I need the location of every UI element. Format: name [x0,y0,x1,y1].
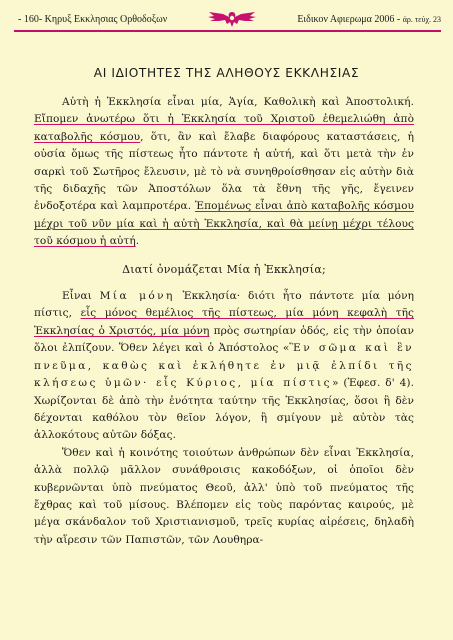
page-number: - 160- [18,13,43,25]
underlined-passage: Ἐπομένως εἶναι ἀπὸ καταβολῆς κόσμου μέχρι τοῦ νῦν μία καὶ ἡ αὐτὴ Ἐκκλησία, καὶ θὰ μείνῃ μέχρι τέλους τοῦ κόσμου ἡ αὐτή [34,200,414,248]
paragraph-1: Αὐτὴ ἡ Ἐκκλησία εἶναι μία, Ἁγία, Καθολικὴ καὶ Ἀποστολική. Εἴπομεν ἀνωτέρω ὅτι ἡ Ἐκκλησία τοῦ Χριστοῦ ἐθεμελιώθη ἀπὸ καταβολῆς κόσμου, ὅτι, ἂν καὶ ἔλαβε διαφόρους καταστάσεις, ἡ οὐσία ὅμως τῆς πίστεως ἦτο πάντοτε ἡ αὐτή, καὶ ὅτι μετὰ τὴν ἐν σαρκὶ τοῦ Σωτῆρος ἔλευσιν, μὲ τὸ νὰ συνηθροίσθησαν εἰς αὐτὴν διὰ τῆς διδαχῆς τῶν Ἀποστόλων ὅλα τὰ ἔθνη τῆς γῆς, ἔγεινεν ἐνδοξοτέρα καὶ λαμπροτέρα. Ἐπομένως εἶναι ἀπὸ καταβολῆς κόσμου μέχρι τοῦ νῦν μία καὶ ἡ αὐτὴ Ἐκκλησία, καὶ θὰ μείνῃ μέχρι τέλους τοῦ κόσμου ἡ αὐτή. [34,96,414,248]
section-title: ΑΙ ΙΔΙΟΤΗΤΕΣ ΤΗΣ ΑΛΗΘΟΥΣ ΕΚΚΛΗΣΙΑΣ [93,66,360,80]
header-rule [14,30,441,32]
article-body [34,94,414,549]
subheading: Διατί ὀνομάζεται Μία ἡ Ἐκκλησία; [122,262,326,276]
spaced-emphasis: Μία μόνη [99,290,175,303]
running-header [18,10,441,28]
edition-label: Ειδικον Αφιερωμα 2006 - [297,13,401,25]
underlined-passage: εἷς μόνος θεμέλιος τῆς πίστεως, μία μόνη κεφαλὴ τῆς Ἐκκλησίας ὁ Χριστός, μία μόνη [34,307,414,337]
issue-label: άρ. τεύχ. 23 [402,14,441,24]
paragraph-3: Ὅθεν καὶ ἡ κοινότης τοιούτων ἀνθρώπων δὲν εἶναι Ἐκκλησία, ἀλλὰ πολλῷ μᾶλλον συνάθροισις κακοδόξων, οἱ ὁποῖοι δὲν κυβερνῶνται ὑπὸ πνεύματος Θεοῦ, ἀλλ' ὑπὸ τοῦ πνεύματος τῆς ἔχθρας καὶ τοῦ μίσους. Βλέπομεν εἰς τοὺς παρόντας καιρούς, μὲ μέγα σκάνδαλον τοῦ Χριστιανισμοῦ, τρεῖς κυρίας αἱρέσεις, δηλαδὴ τὴν αἵρεσιν τῶν Παπιστῶν, τῶν Λουθηρα- [34,446,414,546]
paragraph-2: Εἶναι Μία μόνη Ἐκκλησία· διότι ἦτο πάντοτε μία μόνη πίστις, εἷς μόνος θεμέλιος τῆς πίστεως, μία μόνη κεφαλὴ τῆς Ἐκκλησίας ὁ Χριστός, μία μόνη πρὸς σωτηρίαν ὁδός, εἰς τὴν ὁποίαν ὅλοι ἐλπίζουν. Ὅθεν λέγει καὶ ὁ Ἀπόστολος «Ἓν σῶμα καὶ ἓν πνεῦμα, καθὼς καὶ ἐκλήθητε ἐν μιᾷ ἐλπίδι τῆς κλήσεως ὑμῶν· εἷς Κύριος, μία πίστις» (Ἐφεσ. δ' 4). Χωρίζονται δὲ ἀπὸ τὴν ἑνότητα ταύτην τῆς Ἐκκλησίας, ὅσοι ἢ δὲν δέχονται καθόλου τὸν θεῖον λόγον, ἢ σμίγουν μὲ αὐτὸν τὰς ἀλλοκότους αὐτῶν δόξας. [34,290,415,442]
underlined-passage: Εἴπομεν ἀνωτέρω ὅτι ἡ Ἐκκλησία τοῦ Χριστοῦ ἐθεμελιώθη ἀπὸ καταβολῆς κόσμου [34,113,414,143]
spaced-quotation: Ἓν σῶμα καὶ ἓν πνεῦμα, καθὼς καὶ ἐκλήθητε ἐν μιᾷ ἐλπίδι τῆς κλήσεως ὑμῶν· εἷς Κύριος, μία πίστις [34,342,415,390]
double-headed-eagle-icon [167,10,297,28]
journal-name: Κηρυξ Εκκλησιας Ορθοδοξων [44,13,168,25]
